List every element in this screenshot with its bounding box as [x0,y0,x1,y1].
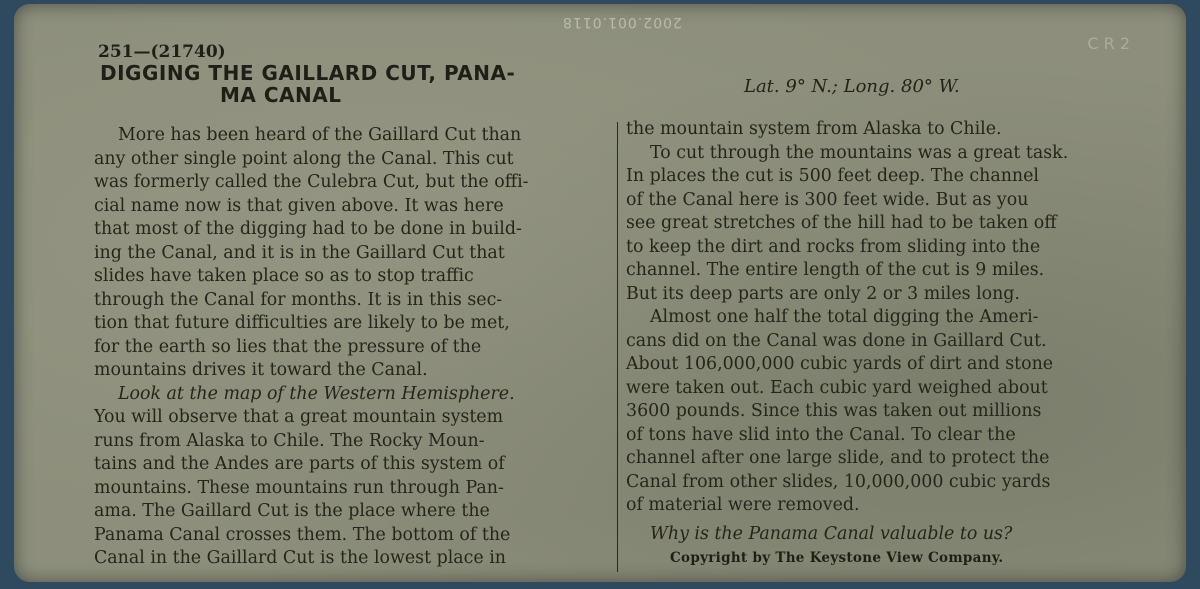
text-line: channel. The entire length of the cut is 9 miles. [626,260,1045,280]
text-line: see great stretches of the hill had to be taken off [626,213,1057,233]
text-line-italic: Look at the map of the Western Hemisphere. [118,383,515,404]
card-number: 251—(21740) [98,42,226,62]
text-line: To cut through the mountains was a great task. [650,142,1069,163]
text-line: mountains. These mountains run through Pan- [94,477,504,498]
text-line: You will observe that a great mountain system [94,407,504,427]
text-line: But its deep parts are only 2 or 3 miles long. [626,283,1020,304]
text-line: any other single point along the Canal. This cut [94,148,514,169]
copyright-line: Copyright by The Keystone View Company. [670,550,1004,566]
text-line: slides have taken place so as to stop traffic [94,266,474,286]
text-line: for the earth so lies that the pressure of the [94,336,482,357]
text-line: were taken out. Each cubic yard weighed about [626,377,1048,398]
text-line: Canal in the Gaillard Cut is the lowest place in [94,548,507,568]
text-line: that most of the digging had to be done in build- [94,219,522,239]
text-line: was formerly called the Culebra Cut, but the offi- [94,172,529,192]
title-line-2: MA CANAL [220,83,342,107]
text-line: through the Canal for months. It is in this sec- [94,289,503,310]
text-line: of material were removed. [626,495,860,515]
text-line: ing the Canal, and it is in the Gaillard Cut that [94,242,505,263]
text-line: of tons have slid into the Canal. To clear the [626,424,1016,445]
text-line: 3600 pounds. Since this was taken out millions [626,401,1042,421]
stereoview-card-back [14,4,1186,582]
title-line-1: DIGGING THE GAILLARD CUT, PANA- [100,61,516,85]
text-line: tion that future difficulties are likely to be met, [94,313,510,333]
text-line: cans did on the Canal was done in Gaillard Cut. [626,330,1047,351]
text-line: Panama Canal crosses them. The bottom of the [94,524,511,545]
text-line: About 106,000,000 cubic yards of dirt and stone [626,354,1054,374]
text-line: ama. The Gaillard Cut is the place where the [94,501,490,521]
text-line: channel after one large slide, and to protect the [626,448,1050,468]
text-line: runs from Alaska to Chile. The Rocky Moun- [94,430,485,451]
handwritten-accession-number: 2002.001.0118 [562,14,682,30]
right-text-column [626,118,1146,518]
text-line: Almost one half the total digging the Ameri- [650,307,1039,327]
left-text-column [94,124,606,571]
text-line: mountains drives it toward the Canal. [94,360,428,380]
text-line: the mountain system from Alaska to Chile. [626,119,1002,139]
card-title [100,62,620,106]
corner-pencil-mark: C R 2 [1087,34,1130,53]
text-line: tains and the Andes are parts of this system of [94,454,505,474]
column-divider [617,122,618,572]
text-line: In places the cut is 500 feet deep. The channel [626,166,1039,186]
text-line: of the Canal here is 300 feet wide. But as you [626,189,1029,210]
text-line: cial name now is that given above. It was here [94,195,504,216]
latitude-longitude: Lat. 9° N.; Long. 80° W. [744,76,960,97]
text-line: More has been heard of the Gaillard Cut than [118,125,522,145]
study-question: Why is the Panama Canal valuable to us? [650,524,1013,544]
text-line: to keep the dirt and rocks from sliding into the [626,236,1041,257]
text-line: Canal from other slides, 10,000,000 cubic yards [626,471,1051,492]
